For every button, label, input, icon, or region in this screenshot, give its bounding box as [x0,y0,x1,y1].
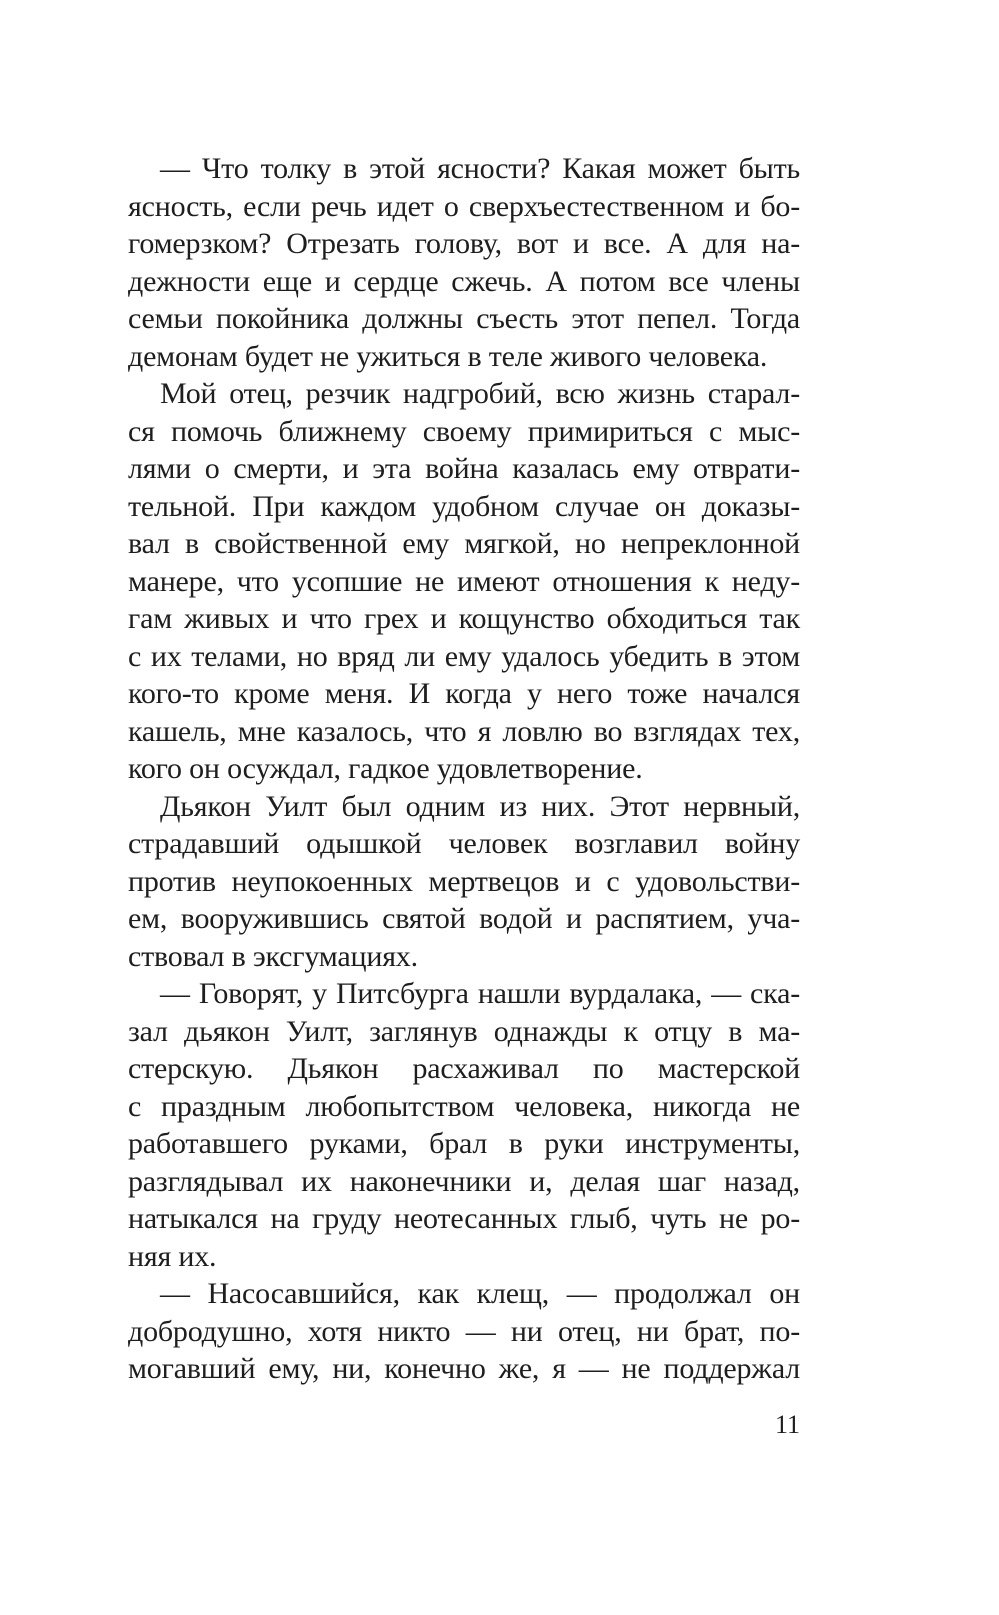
text-line: кого-то кроме меня. И когда у него тоже начался [128,677,800,710]
text-line: — Насосавшийся, как клещ, — продолжал он [160,1277,800,1310]
text-line: демонам будет не ужиться в теле живого человека. [128,339,768,373]
text-line: работавшего руками, брал в руки инструменты, [128,1127,800,1160]
text-line: гомерзком? Отрезать голову, вот и все. А для на- [128,227,800,260]
text-line: ем, вооружившись святой водой и распятием, уча- [128,902,800,935]
body-text [128,150,800,1388]
text-line: ствовал в эксгумациях. [128,939,418,973]
text-line: стерскую. Дьякон расхаживал по мастерской [128,1052,800,1085]
text-line: против неупокоенных мертвецов и с удовольстви- [128,864,800,898]
text-line: ясность, если речь идет о сверхъестественном и бо- [128,189,800,223]
text-line: дежности еще и сердце сжечь. А потом все члены [128,264,800,298]
text-line: зал дьякон Уилт, заглянув однажды к отцу в ма- [128,1014,800,1048]
text-line: страдавший одышкой человек возглавил войну [128,827,800,860]
text-line: гам живых и что грех и кощунство обходиться так [128,602,800,635]
page-number: 11 [774,1410,800,1439]
text-line: вал в свойственной ему мягкой, но непреклонной [128,527,800,560]
text-line: разглядывал их наконечники и, делая шаг назад, [128,1164,800,1198]
text-line: ся помочь ближнему своему примириться с мыс- [128,414,800,448]
text-line: Мой отец, резчик надгробий, всю жизнь старал- [160,377,800,410]
text-line: могавший ему, ни, конечно же, я — не поддержал [128,1352,800,1385]
text-line: лями о смерти, и эта война казалась ему отврати- [128,452,800,485]
text-line: кого он осуждал, гадкое удовлетворение. [128,752,643,785]
text-line: семьи покойника должны съесть этот пепел. Тогда [128,302,800,335]
text-line: — Что толку в этой ясности? Какая может быть [160,152,800,185]
text-line: с праздным любопытством человека, никогда не [128,1089,800,1123]
text-line: кашель, мне казалось, что я ловлю во взглядах тех, [128,714,800,748]
text-line: Дьякон Уилт был одним из них. Этот нервный, [160,789,800,823]
text-line: манере, что усопшие не имеют отношения к неду- [128,564,800,598]
text-line: — Говорят, у Питсбурга нашли вурдалака, — ска- [160,977,800,1010]
text-line: няя их. [128,1239,217,1273]
text-line: с их телами, но вряд ли ему удалось убедить в этом [128,639,800,673]
text-line: тельной. При каждом удобном случае он доказы- [128,489,800,523]
text-line: добродушно, хотя никто — ни отец, ни брат, по- [128,1314,800,1348]
text-line: натыкался на груду неотесанных глыб, чуть не ро- [128,1202,800,1235]
